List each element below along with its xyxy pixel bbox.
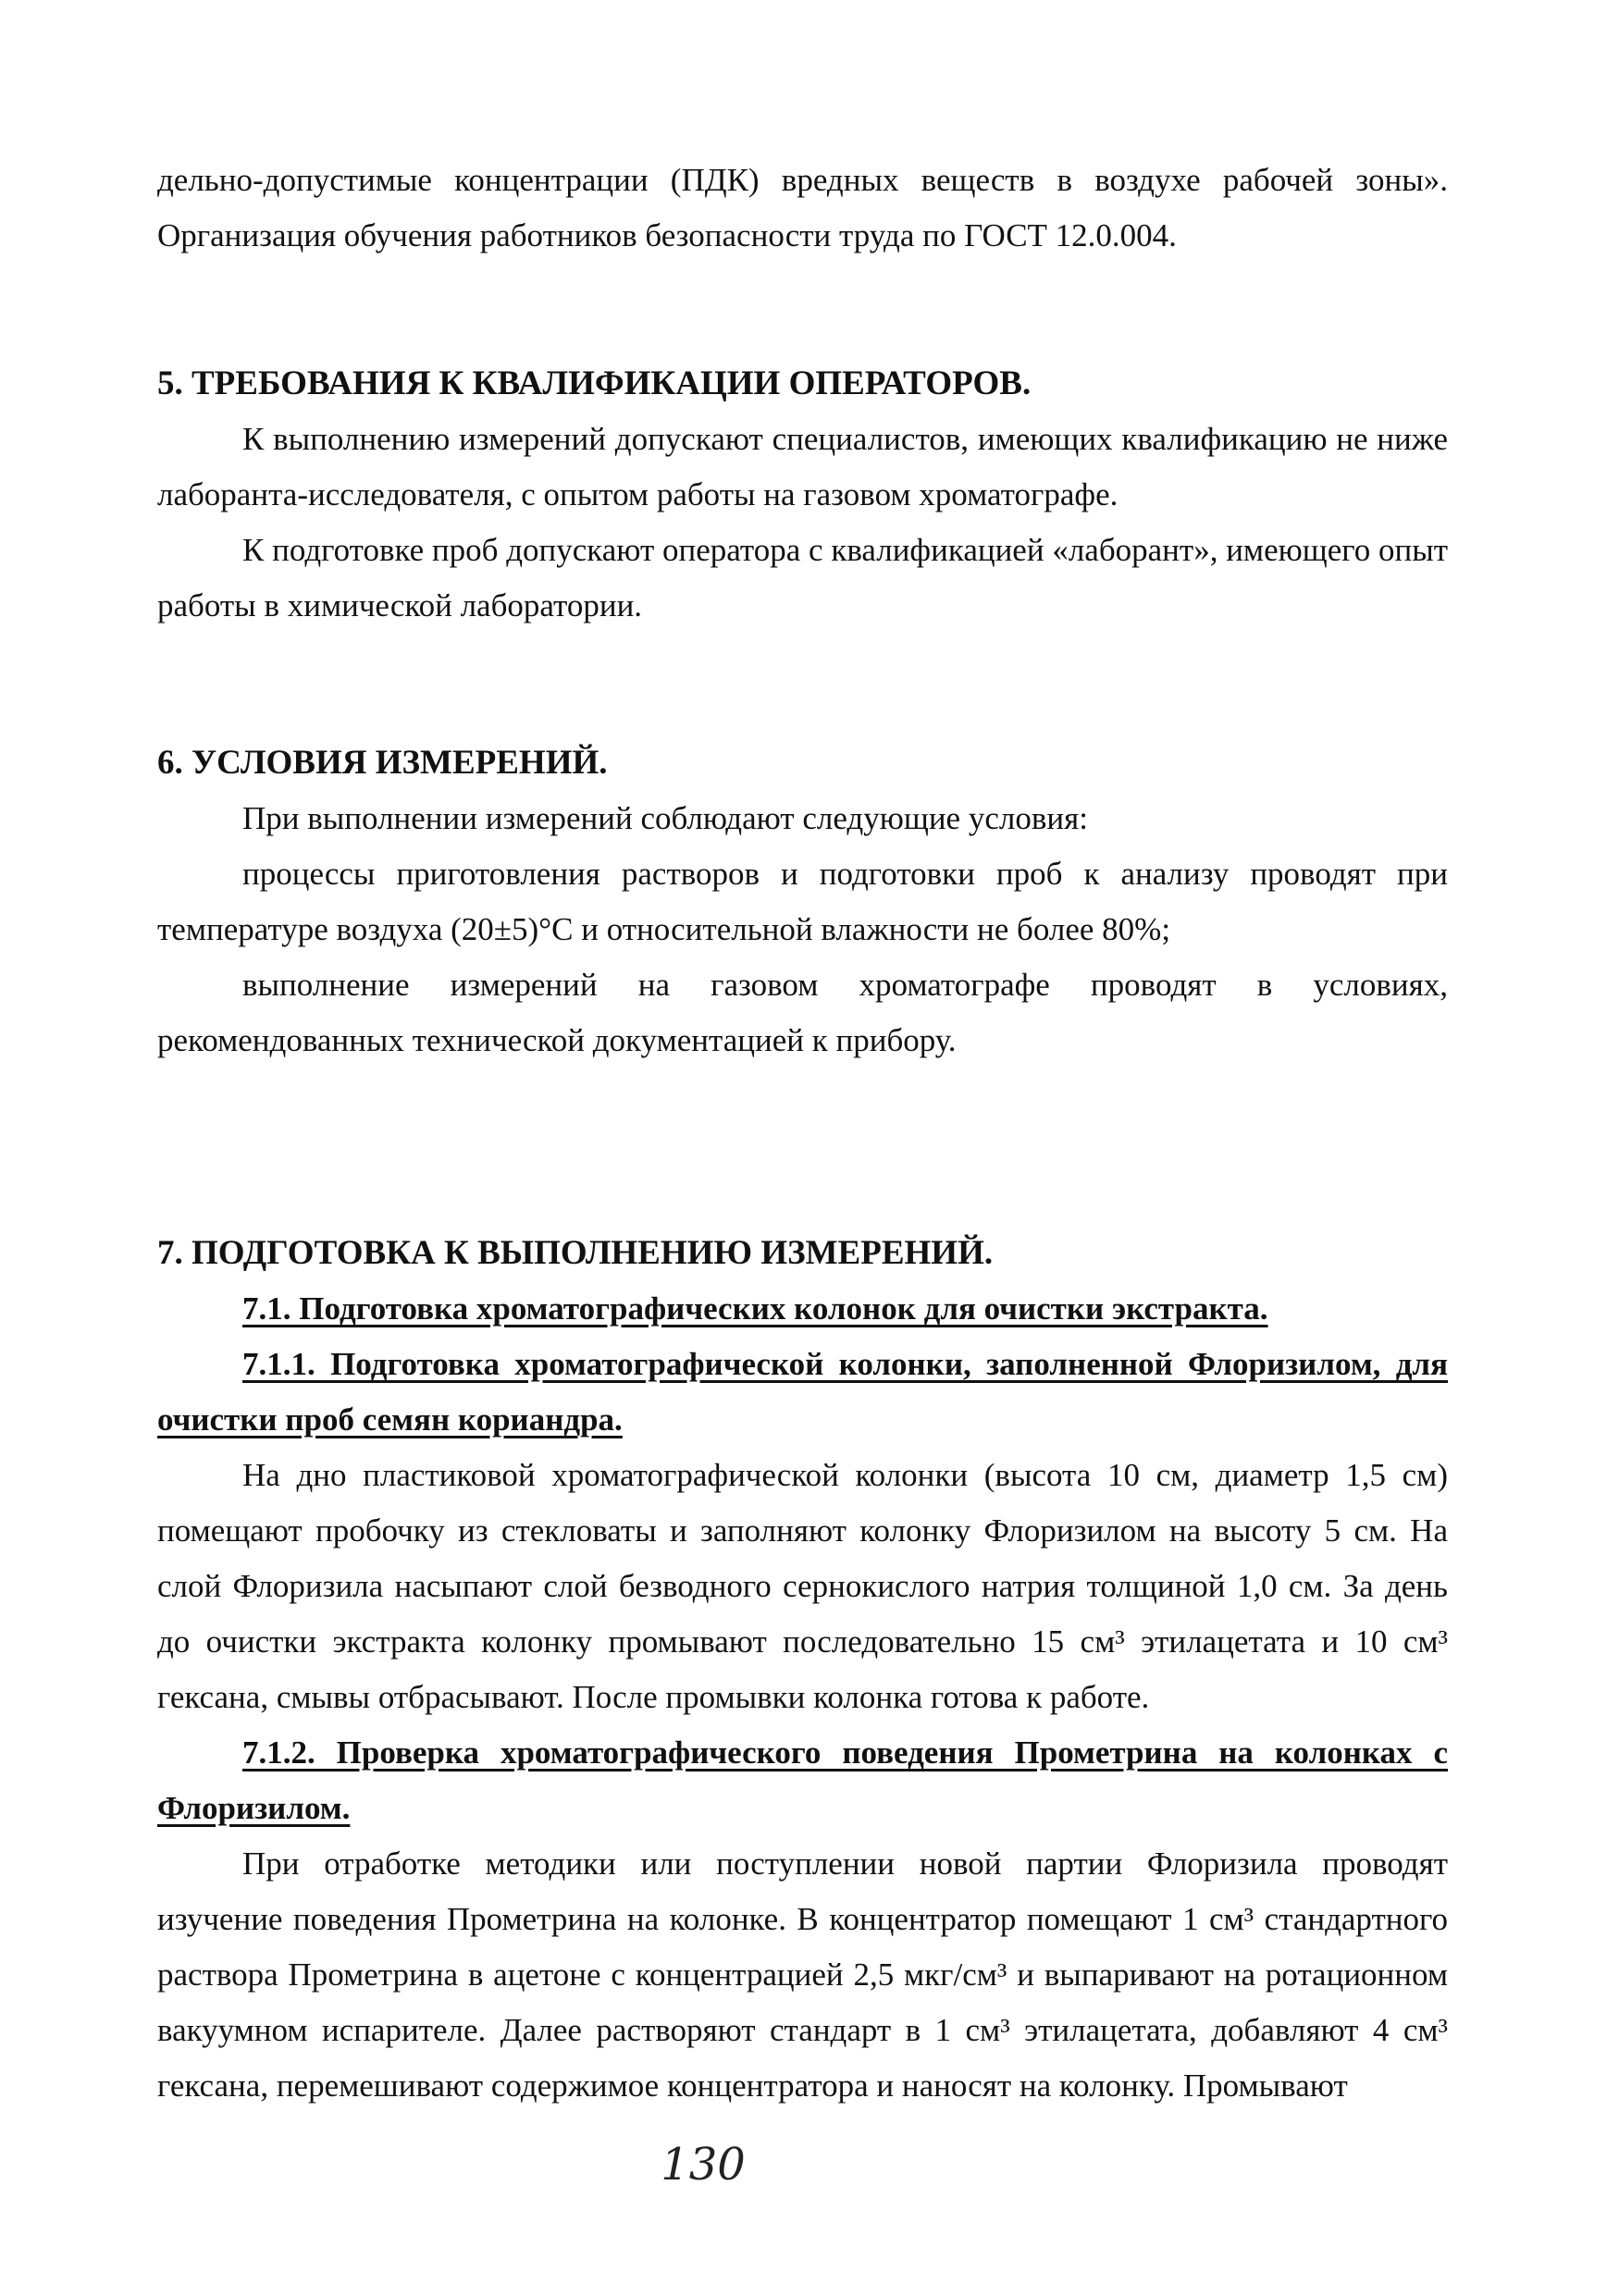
section-7-paragraph-2: При отработке методики или поступлении новой партии Флоризила проводят изучение поведения Прометрина на колонке. В концентратор помещают 1 см³ стандартного раствора Прометрина в ацетоне с концентрацией 2,5 мкг/см³ и выпаривают на ротационном вакуумном испарителе. Далее растворяют стандарт в 1 см³ этилацетата, добавляют 4 см³ гексана, перемешивают содержимое концентратора и наносят на колонку. Промывают bbox=[157, 1845, 1448, 2104]
subsection-7-1-2-title: 7.1.2. Проверка хроматографического поведения Прометрина на колонках с Флоризилом. bbox=[157, 1734, 1448, 1826]
section-5-paragraph-2: К подготовке проб допускают оператора с квалификацией «лаборант», имеющего опыт работы в химической лаборатории. bbox=[157, 532, 1449, 623]
section-5-paragraph-1: К выполнению измерений допускают специалистов, имеющих квалификацию не ниже лаборанта-исследователя, с опытом работы на газовом хроматографе. bbox=[157, 421, 1448, 512]
section-6 bbox=[157, 735, 1448, 1068]
page-number: 130 bbox=[661, 2139, 746, 2191]
intro-block bbox=[157, 153, 1448, 264]
section-7-paragraph-1: На дно пластиковой хроматографической колонки (высота 10 см, диаметр 1,5 см) помещают пробочку из стекловаты и заполняют колонку Флоризилом на высоту 5 см. На слой Флоризила насыпают слой безводного сернокислого натрия толщиной 1,0 см. За день до очистки экстракта колонку промывают последовательно 15 см³ этилацетата и 10 см³ гексана, смывы отбрасывают. После промывки колонка готова к работе. bbox=[157, 1457, 1448, 1715]
section-6-paragraph-1: При выполнении измерений соблюдают следующие условия: bbox=[242, 800, 1088, 836]
section-5-title: 5. ТРЕБОВАНИЯ К КВАЛИФИКАЦИИ ОПЕРАТОРОВ. bbox=[157, 364, 1032, 402]
subsection-7-1-title: 7.1. Подготовка хроматографических колонок для очистки экстракта. bbox=[242, 1290, 1268, 1327]
section-5 bbox=[157, 356, 1448, 634]
section-7 bbox=[157, 1226, 1448, 2114]
section-6-paragraph-3: выполнение измерений на газовом хроматографе проводят в условиях, рекомендованных технической документацией к прибору. bbox=[157, 967, 1448, 1058]
intro-paragraph: дельно-допустимые концентрации (ПДК) вредных веществ в воздухе рабочей зоны». Организация обучения работников безопасности труда по ГОСТ 12.0.004. bbox=[157, 162, 1448, 253]
section-7-title: 7. ПОДГОТОВКА К ВЫПОЛНЕНИЮ ИЗМЕРЕНИЙ. bbox=[157, 1234, 994, 1272]
subsection-7-1-1-title: 7.1.1. Подготовка хроматографической колонки, заполненной Флоризилом, для очистки проб семян кориандра. bbox=[157, 1346, 1448, 1438]
section-6-title: 6. УСЛОВИЯ ИЗМЕРЕНИЙ. bbox=[157, 744, 608, 782]
section-6-paragraph-2: процессы приготовления растворов и подготовки проб к анализу проводят при температуре воздуха (20±5)°С и относительной влажности не более 80%; bbox=[157, 856, 1448, 947]
